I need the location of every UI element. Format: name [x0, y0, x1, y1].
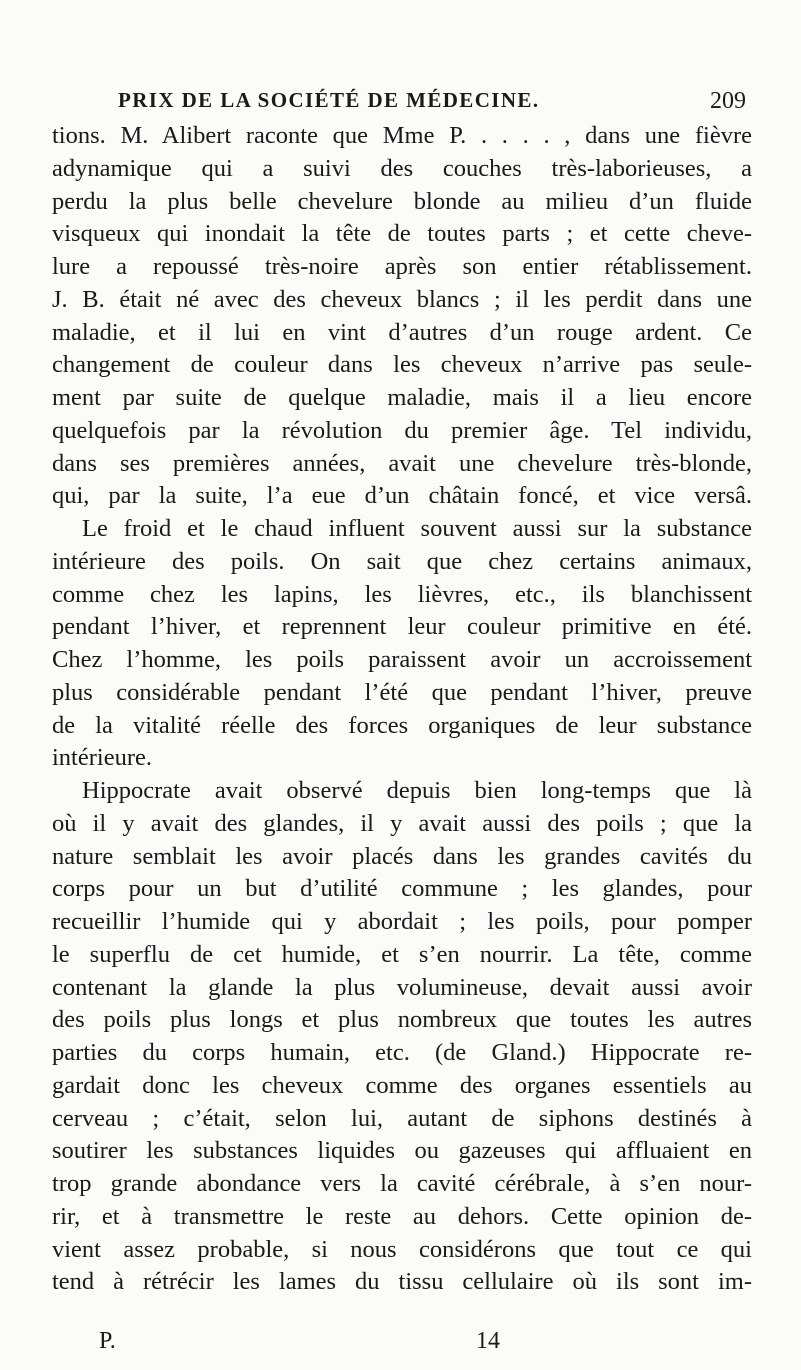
page-header: [118, 88, 746, 116]
text-line: tions. M. Alibert raconte que Mme P. . . . . , dans une fièvre: [52, 122, 752, 149]
text-line: gardait donc les cheveux comme des organes essentiels au: [52, 1071, 752, 1099]
text-line: corps pour un but d’utilité commune ; les glandes, pour: [52, 875, 752, 903]
signature-mark: P.: [99, 1328, 116, 1354]
running-title: PRIX DE LA SOCIÉTÉ DE MÉDECINE.: [118, 88, 540, 112]
text-line: Hippocrate avait observé depuis bien long-temps que là: [82, 777, 752, 804]
text-line: des poils plus longs et plus nombreux que toutes les autres: [52, 1006, 752, 1034]
text-line: soutirer les substances liquides ou gazeuses qui affluaient en: [52, 1137, 752, 1165]
text-line: maladie, et il lui en vint d’autres d’un rouge ardent. Ce: [52, 318, 752, 346]
text-line: changement de couleur dans les cheveux n’arrive pas seule-: [52, 351, 752, 379]
text-line: J. B. était né avec des cheveux blancs ; il les perdit dans une: [52, 285, 752, 313]
text-line: plus considérable pendant l’été que pendant l’hiver, preuve: [52, 678, 752, 706]
text-line: Le froid et le chaud influent souvent aussi sur la substance: [82, 515, 752, 542]
text-line: le superflu de cet humide, et s’en nourrir. La tête, comme: [52, 940, 752, 968]
text-line: nature semblait les avoir placés dans les grandes cavités du: [52, 842, 752, 870]
text-line: dans ses premières années, avait une chevelure très-blonde,: [52, 449, 752, 477]
text-line: trop grande abondance vers la cavité cérébrale, à s’en nour-: [52, 1170, 752, 1197]
sheet-number: 14: [476, 1328, 500, 1354]
text-line: ment par suite de quelque maladie, mais il a lieu encore: [52, 384, 752, 411]
text-line: tend à rétrécir les lames du tissu cellulaire où ils sont im-: [52, 1268, 752, 1296]
text-line: cerveau ; c’était, selon lui, autant de siphons destinés à: [52, 1104, 752, 1132]
text-line: lure a repoussé très-noire après son entier rétablissement.: [52, 253, 752, 280]
text-line: recueillir l’humide qui y abordait ; les poils, pour pomper: [52, 908, 752, 935]
text-line: adynamique qui a suivi des couches très-laborieuses, a: [52, 154, 752, 182]
text-line: visqueux qui inondait la tête de toutes parts ; et cette cheve-: [52, 220, 752, 248]
text-line: pendant l’hiver, et reprennent leur couleur primitive en été.: [52, 613, 752, 641]
text-line: contenant la glande la plus volumineuse, devait aussi avoir: [52, 973, 752, 1001]
text-line: quelquefois par la révolution du premier âge. Tel individu,: [52, 416, 752, 444]
page-footer: [52, 1328, 752, 1358]
text-line: où il y avait des glandes, il y avait aussi des poils ; que la: [52, 809, 752, 837]
text-line: qui, par la suite, l’a eue d’un châtain foncé, et vice versâ.: [52, 482, 752, 510]
text-line: de la vitalité réelle des forces organiques de leur substance: [52, 711, 752, 739]
text-line: perdu la plus belle chevelure blonde au milieu d’un fluide: [52, 187, 752, 215]
text-line: rir, et à transmettre le reste au dehors. Cette opinion de-: [52, 1202, 752, 1230]
page-number: 209: [710, 88, 746, 114]
text-line: parties du corps humain, etc. (de Gland.) Hippocrate re-: [52, 1039, 752, 1066]
body-text: [52, 120, 752, 1299]
text-line: comme chez les lapins, les lièvres, etc., ils blanchissent: [52, 580, 752, 608]
text-line: vient assez probable, si nous considérons que tout ce qui: [52, 1235, 752, 1263]
text-line: Chez l’homme, les poils paraissent avoir un accroissement: [52, 646, 752, 673]
text-line: intérieure des poils. On sait que chez certains animaux,: [52, 547, 752, 575]
text-line: intérieure.: [52, 744, 152, 772]
